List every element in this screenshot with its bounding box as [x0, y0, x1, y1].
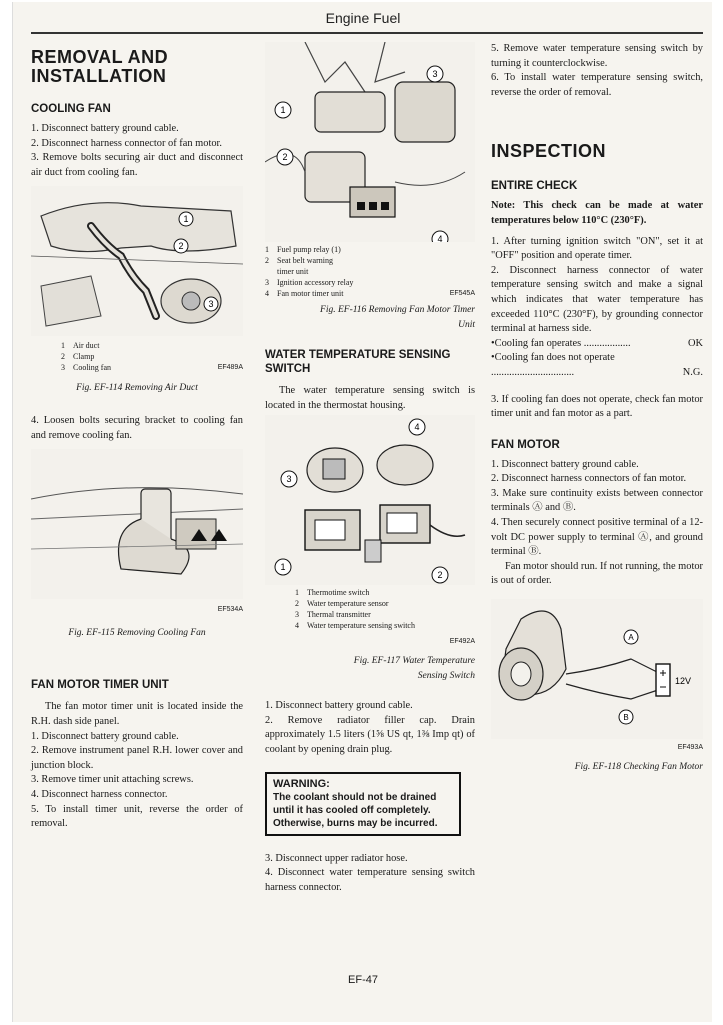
- fan-motor-timer-step-3: 3. Remove timer unit attaching screws.: [31, 774, 194, 786]
- fan-motor-timer-step-5: 5. To install timer unit, reverse the order of removal.: [31, 803, 243, 830]
- page-header: Engine Fuel: [325, 10, 401, 26]
- result-value: OK: [687, 337, 703, 349]
- fig114-code: EF489A: [217, 364, 243, 372]
- fan-motor-step-3: 3. Make sure continuity exists between connector terminals Ⓐ and Ⓑ.: [491, 487, 703, 514]
- legend-text: Clamp: [73, 352, 95, 362]
- fig117-legend-row: [295, 587, 475, 598]
- result-row-ok: [491, 337, 703, 352]
- fig117-callout-1: 1: [280, 562, 286, 573]
- column-left: [31, 42, 243, 832]
- cooling-fan-step-4: 4. Loosen bolts securing bracket to cooling fan and remove cooling fan.: [31, 414, 243, 441]
- column-right: [491, 42, 703, 774]
- fig115-caption: Fig. EF-115 Removing Cooling Fan: [68, 627, 206, 638]
- fig116-legend-row: [265, 255, 475, 277]
- fig116-legend-row: [265, 244, 475, 255]
- legend-num: 3: [61, 363, 65, 373]
- legend-num: 1: [295, 588, 299, 598]
- cooling-fan-step-3: 3. Remove bolts securing air duct and disconnect air duct from cooling fan.: [31, 152, 243, 178]
- fan-motor-step-2: 2. Disconnect harness connectors of fan motor.: [491, 473, 687, 485]
- fig116-callout-1: 1: [280, 105, 286, 115]
- cooling-fan-step-1: 1. Disconnect battery ground cable.: [31, 123, 179, 134]
- result-label: • Cooling fan does not operate ................................: [491, 351, 666, 380]
- fig116-legend: [265, 244, 475, 299]
- result-row-ng: [491, 351, 703, 380]
- legend-text: Air duct: [73, 341, 100, 351]
- fig118-label-a: A: [628, 633, 634, 643]
- cooling-fan-illustration: [31, 449, 243, 599]
- fig117-legend: [295, 587, 475, 631]
- legend-text: Water temperature sensor: [307, 599, 389, 609]
- cooling-fan-heading: COOLING FAN: [31, 103, 111, 115]
- result-value: N.G.: [682, 366, 703, 378]
- fig118-label-b: B: [623, 713, 629, 723]
- fan-motor-step-4: 4. Then securely connect positive terminal of a 12-volt DC power supply to terminal Ⓐ, and ground terminal Ⓑ.: [491, 517, 703, 558]
- header-rule: [31, 32, 703, 34]
- fig114-legend-row: [61, 362, 243, 373]
- inspection-heading: INSPECTION: [491, 141, 607, 162]
- fig114-callout-3: 3: [208, 299, 214, 310]
- fig116-legend-row: [265, 288, 475, 299]
- fig114-legend-row: [61, 351, 243, 362]
- legend-num: 3: [265, 278, 269, 287]
- figure-ef118: [491, 599, 703, 774]
- entire-check-step-1: 1. After turning ignition switch "ON", set it at "OFF" position and operate timer.: [491, 235, 703, 262]
- fig114-caption: Fig. EF-114 Removing Air Duct: [76, 383, 198, 394]
- water-temp-step-2: 2. Remove radiator filler cap. Drain approximately 1.5 liters (1⅝ US qt, 1⅜ Imp qt) of coolant by opening drain plug.: [265, 714, 475, 755]
- fig115-code: EF534A: [217, 606, 243, 614]
- water-temp-step-6: 6. To install water temperature sensing switch, reverse the order of removal.: [491, 72, 703, 98]
- fig117-legend-row: [295, 609, 475, 620]
- main-heading: REMOVAL AND INSTALLATION: [31, 47, 169, 86]
- result-label: • Cooling fan operates ..................: [491, 337, 631, 352]
- legend-num: 4: [295, 621, 299, 631]
- legend-num: 1: [265, 245, 269, 254]
- figure-ef114: [31, 186, 243, 396]
- fig116-callout-2: 2: [282, 152, 288, 162]
- fan-motor-timer-step-2: 2. Remove instrument panel R.H. lower cover and junction block.: [31, 745, 243, 771]
- fig117-caption: Fig. EF-117 Water Temperature Sensing Switch: [353, 655, 475, 681]
- legend-text: Cooling fan: [73, 363, 111, 373]
- legend-text: Water temperature sensing switch: [307, 621, 415, 631]
- figure-ef116: [265, 42, 475, 332]
- fig116-caption: Fig. EF-116 Removing Fan Motor Timer Unit: [320, 305, 475, 330]
- water-temp-step-3: 3. Disconnect upper radiator hose.: [265, 852, 408, 864]
- fig116-code: EF545A: [449, 290, 475, 297]
- legend-text: Fuel pump relay (1): [277, 245, 341, 254]
- page-number: EF-47: [348, 974, 378, 986]
- legend-num: 3: [295, 610, 299, 620]
- water-temp-step-5: 5. Remove water temperature sensing switch by turning it counterclockwise.: [491, 43, 703, 69]
- fig117-callout-3: 3: [286, 474, 292, 485]
- fig114-callout-2: 2: [178, 241, 184, 252]
- column-middle: [265, 42, 475, 895]
- fig114-legend-row: [61, 340, 243, 351]
- fig118-caption: Fig. EF-118 Checking Fan Motor: [574, 761, 703, 772]
- fig117-legend-row: [295, 598, 475, 609]
- entire-check-note: Note: This check can be made at water temperatures below 110°C (230°F).: [491, 200, 703, 226]
- warning-text: The coolant should not be drained until it has cooled off completely. Otherwise, burns may be incurred.: [273, 791, 438, 829]
- entire-check-step-2: 2. Disconnect harness connector of water temperature sensing switch and make a signal which indicates that water temperature has exceeded 110°C (230°F), by grounding connector terminal at harness side.: [491, 264, 703, 335]
- water-temp-step-4: 4. Disconnect water temperature sensing switch harness connector.: [265, 867, 475, 893]
- warning-title: WARNING:: [273, 777, 330, 790]
- entire-check-heading: ENTIRE CHECK: [491, 180, 578, 193]
- fan-motor-step-1: 1. Disconnect battery ground cable.: [491, 458, 639, 470]
- fig117-code: EF492A: [449, 638, 475, 646]
- warning-box: [265, 772, 461, 836]
- timer-unit-illustration: [265, 42, 475, 242]
- fig116-callout-4: 4: [437, 234, 443, 242]
- legend-text: Thermotime switch: [307, 588, 370, 598]
- water-temp-heading: WATER TEMPERATURE SENSING SWITCH: [265, 349, 451, 376]
- fig116-callout-3: 3: [432, 69, 438, 79]
- manual-page: [12, 2, 712, 1022]
- legend-text: Ignition accessory relay: [277, 278, 354, 287]
- fig117-callout-4: 4: [414, 422, 420, 433]
- fan-motor-timer-step-4: 4. Disconnect harness connector.: [31, 788, 168, 800]
- entire-check-step-3: 3. If cooling fan does not operate, check fan motor timer unit and fan motor as a part.: [491, 393, 703, 420]
- fig116-legend-row: [265, 277, 475, 288]
- fan-motor-timer-intro: The fan motor timer unit is located inside the R.H. dash side panel.: [31, 701, 243, 727]
- legend-num: 2: [295, 599, 299, 609]
- legend-text: Seat belt warning timer unit: [277, 256, 333, 276]
- fig117-callout-2: 2: [437, 570, 443, 581]
- fan-motor-timer-step-1: 1. Disconnect battery ground cable.: [31, 730, 179, 742]
- legend-text: Fan motor timer unit: [277, 289, 344, 298]
- legend-num: 2: [61, 352, 65, 362]
- fig114-callout-1: 1: [183, 214, 189, 225]
- sensing-switch-illustration: [265, 415, 475, 585]
- fan-motor-timer-heading: FAN MOTOR TIMER UNIT: [31, 679, 169, 692]
- fan-motor-conclusion: Fan motor should run. If not running, the motor is out of order.: [491, 560, 703, 587]
- air-duct-illustration: [31, 186, 243, 336]
- fig118-code: EF493A: [677, 744, 703, 752]
- fan-motor-heading: FAN MOTOR: [491, 438, 560, 451]
- fig114-legend: [61, 340, 243, 373]
- water-temp-intro: The water temperature sensing switch is located in the thermostat housing.: [265, 385, 475, 411]
- legend-text: Thermal transmitter: [307, 610, 371, 620]
- fig117-legend-row: [295, 620, 475, 631]
- figure-ef115: [31, 449, 243, 640]
- cooling-fan-step-2: 2. Disconnect harness connector of fan motor.: [31, 137, 223, 149]
- legend-num: 1: [61, 341, 65, 351]
- legend-num: 4: [265, 289, 269, 298]
- water-temp-step-1: 1. Disconnect battery ground cable.: [265, 700, 413, 712]
- fan-motor-check-illustration: [491, 599, 703, 739]
- figure-ef117: [265, 415, 475, 683]
- legend-num: 2: [265, 256, 269, 265]
- fig118-voltage: 12V: [675, 676, 692, 687]
